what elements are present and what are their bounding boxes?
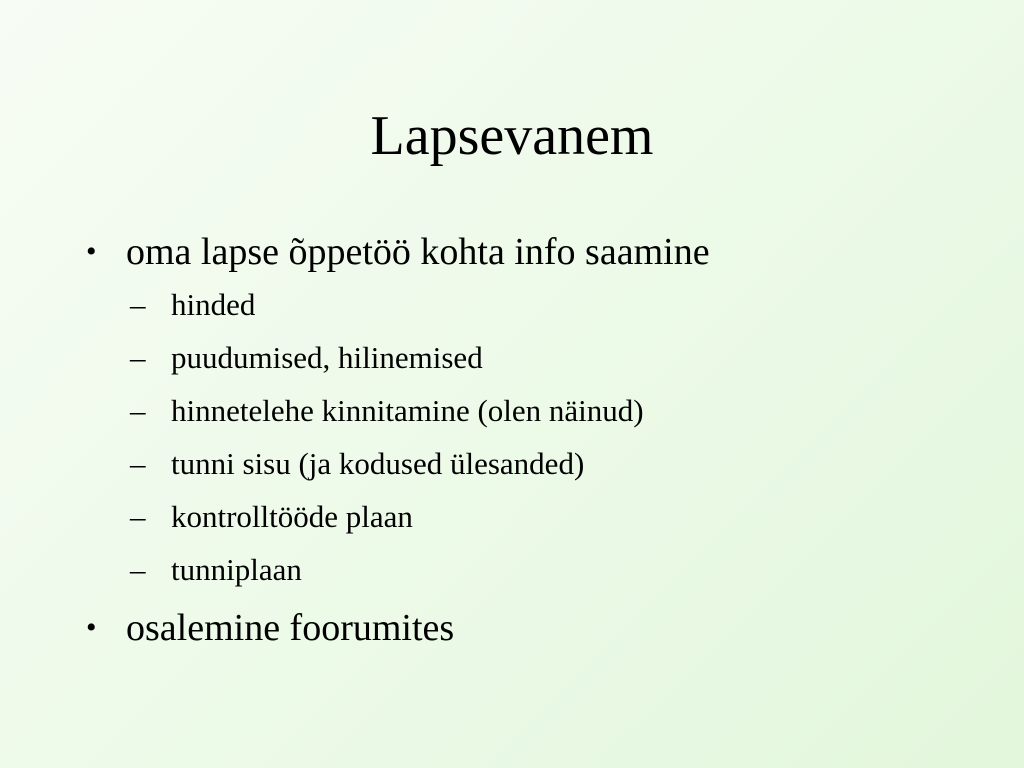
sub-item bbox=[126, 437, 1024, 490]
bullet-text: osalemine foorumites bbox=[126, 607, 455, 649]
dash-icon: – bbox=[130, 287, 146, 322]
dash-icon: – bbox=[130, 446, 146, 481]
bullet-icon: • bbox=[86, 611, 97, 644]
bullet-icon: • bbox=[86, 235, 97, 268]
slide-title: Lapsevanem bbox=[370, 105, 654, 167]
sub-item bbox=[126, 490, 1024, 543]
bullet-item bbox=[0, 226, 1024, 596]
bullet-list bbox=[0, 226, 1024, 654]
sub-item bbox=[126, 384, 1024, 437]
sub-item-text: tunni sisu (ja kodused ülesanded) bbox=[171, 446, 585, 481]
dash-icon: – bbox=[130, 340, 146, 375]
sub-item-text: kontrolltööde plaan bbox=[171, 499, 413, 534]
sub-item bbox=[126, 278, 1024, 331]
sub-item-text: puudumised, hilinemised bbox=[171, 340, 483, 375]
dash-icon: – bbox=[130, 552, 146, 587]
sub-item-text: hinded bbox=[171, 287, 256, 322]
sub-item bbox=[126, 331, 1024, 384]
bullet-item bbox=[0, 602, 1024, 654]
bullet-text: oma lapse õppetöö kohta info saamine bbox=[126, 231, 710, 273]
sub-item bbox=[126, 543, 1024, 596]
dash-icon: – bbox=[130, 393, 146, 428]
sub-list bbox=[126, 278, 1024, 596]
sub-item-text: hinnetelehe kinnitamine (olen näinud) bbox=[171, 393, 644, 428]
dash-icon: – bbox=[130, 499, 146, 534]
sub-item-text: tunniplaan bbox=[171, 552, 302, 587]
